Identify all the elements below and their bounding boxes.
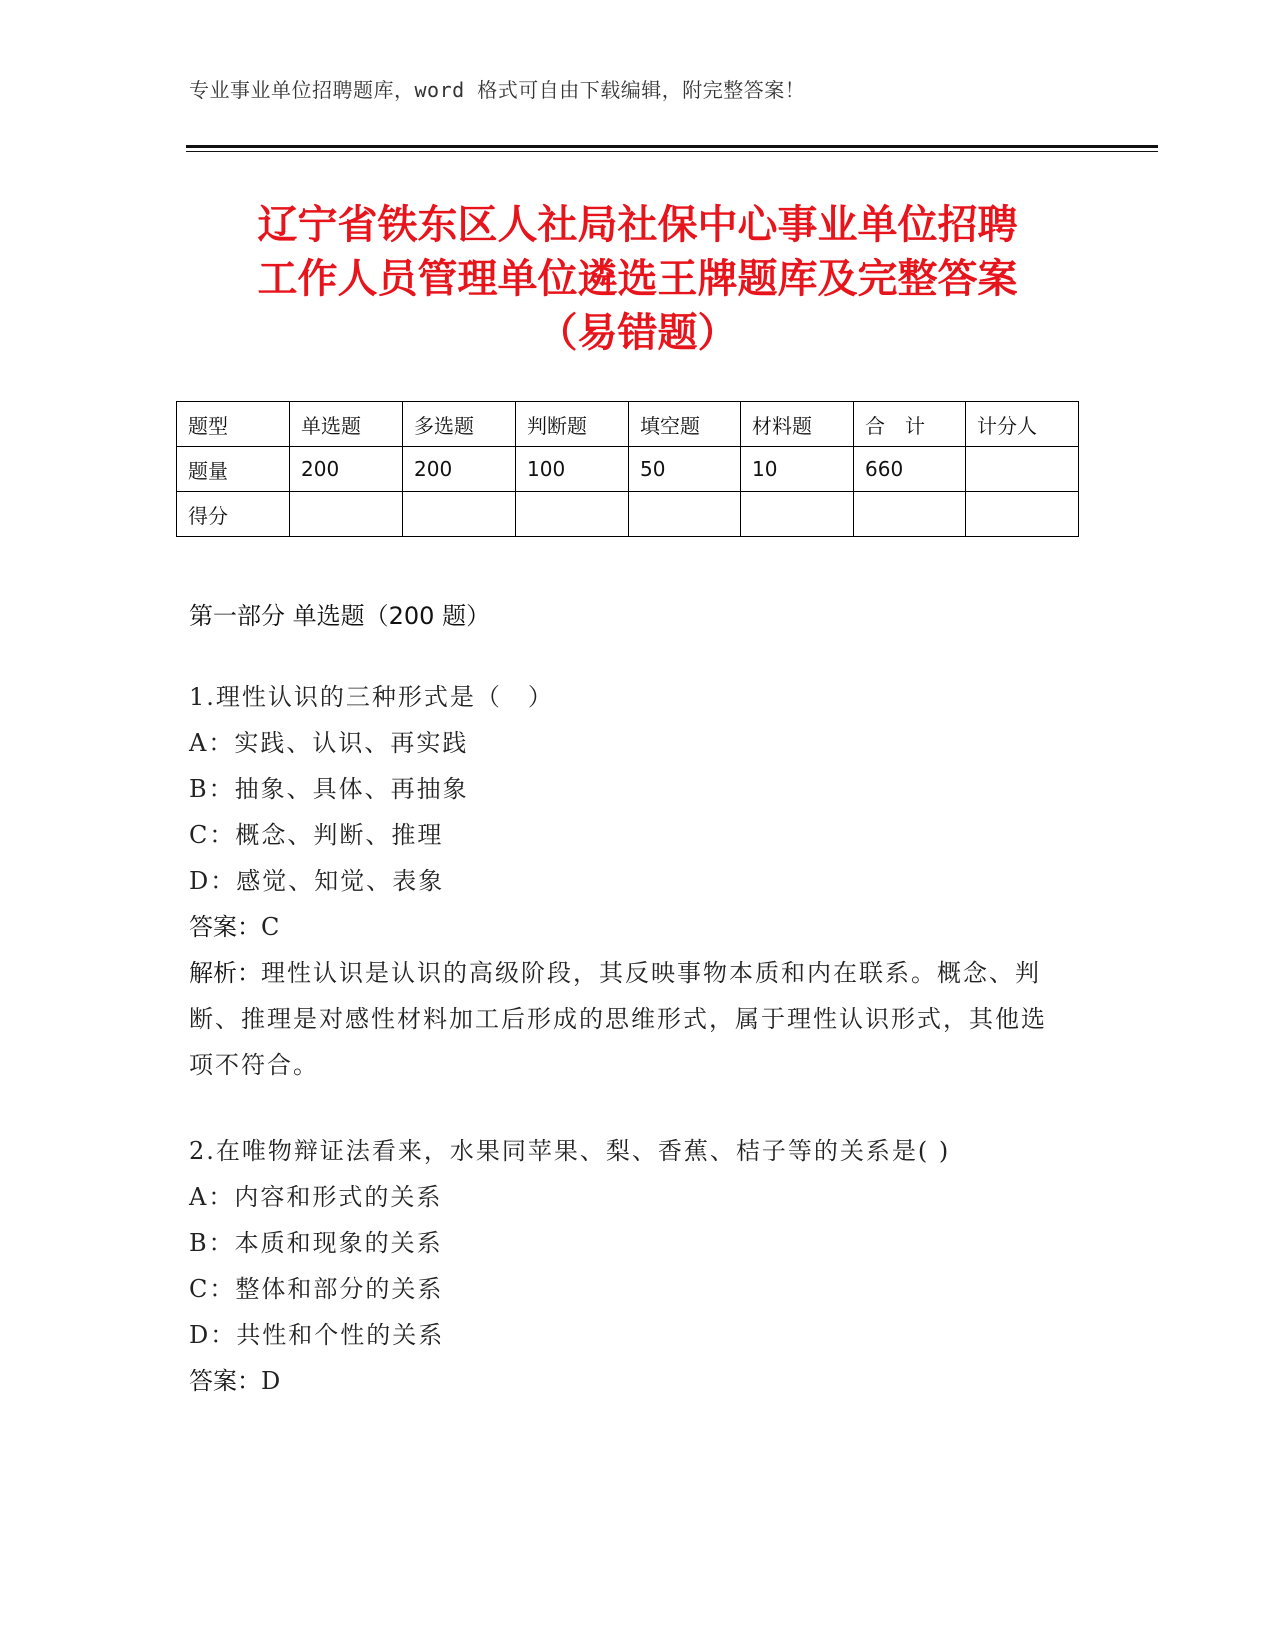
- answer-value: D: [261, 1367, 283, 1395]
- table-cell: [629, 492, 741, 537]
- table-cell: [290, 492, 403, 537]
- answer-value: C: [261, 913, 282, 941]
- answer-line: [189, 1358, 1069, 1404]
- explanation: [189, 950, 1069, 1088]
- table-cell: [966, 492, 1079, 537]
- question-1: [189, 674, 1069, 1088]
- option-b: B：本质和现象的关系: [189, 1229, 443, 1257]
- score-table-count-row: [177, 447, 1079, 492]
- explanation-label: 解析：: [189, 959, 261, 987]
- answer-label: 答案：: [189, 913, 261, 941]
- question-stem: 2.在唯物辩证法看来，水果同苹果、梨、香蕉、桔子等的关系是( ): [189, 1137, 951, 1165]
- table-cell: 填空题: [629, 402, 741, 447]
- section-title: 第一部分 单选题（200 题）: [189, 602, 491, 630]
- table-cell: 合 计: [854, 402, 966, 447]
- header-note: 专业事业单位招聘题库，word 格式可自由下载编辑，附完整答案！: [189, 78, 806, 102]
- explanation-text: 理性认识是认识的高级阶段，其反映事物本质和内在联系。概念、判断、推理是对感性材料加工后形成的思维形式，属于理性认识形式，其他选项不符合。: [189, 959, 1047, 1079]
- table-cell: [854, 492, 966, 537]
- answer-label: 答案：: [189, 1367, 261, 1395]
- option-c: C：整体和部分的关系: [189, 1275, 444, 1303]
- table-cell: [741, 492, 854, 537]
- title-line-1: 辽宁省铁东区人社局社保中心事业单位招聘: [257, 202, 1018, 248]
- score-table-score-row: [177, 492, 1079, 537]
- table-cell: 单选题: [290, 402, 403, 447]
- option-a: A：实践、认识、再实践: [189, 729, 469, 757]
- document-title: [186, 198, 1089, 360]
- table-cell: 得分: [177, 492, 290, 537]
- table-cell: 50: [629, 447, 741, 492]
- table-cell: 660: [854, 447, 966, 492]
- header-rule-thin: [186, 151, 1158, 152]
- table-cell: 200: [403, 447, 516, 492]
- table-cell: 判断题: [516, 402, 629, 447]
- title-line-3: （易错题）: [537, 310, 738, 356]
- table-cell: 100: [516, 447, 629, 492]
- option-d: D：共性和个性的关系: [189, 1321, 445, 1349]
- title-line-2: 工作人员管理单位遴选王牌题库及完整答案: [257, 256, 1018, 302]
- question-stem: 1.理性认识的三种形式是（ ）: [189, 683, 554, 711]
- option-b: B：抽象、具体、再抽象: [189, 775, 469, 803]
- table-cell: 题量: [177, 447, 290, 492]
- table-cell: [966, 447, 1079, 492]
- score-table: [176, 401, 1079, 537]
- table-cell: 200: [290, 447, 403, 492]
- table-cell: 多选题: [403, 402, 516, 447]
- table-cell: 计分人: [966, 402, 1079, 447]
- table-cell: [403, 492, 516, 537]
- table-cell: 材料题: [741, 402, 854, 447]
- question-2: [189, 1128, 1069, 1404]
- score-table-header-row: [177, 402, 1079, 447]
- header-rule-thick: [186, 145, 1158, 148]
- answer-line: [189, 904, 1069, 950]
- table-cell: [516, 492, 629, 537]
- option-c: C：概念、判断、推理: [189, 821, 444, 849]
- table-cell: 10: [741, 447, 854, 492]
- option-a: A：内容和形式的关系: [189, 1183, 443, 1211]
- option-d: D：感觉、知觉、表象: [189, 867, 445, 895]
- table-cell: 题型: [177, 402, 290, 447]
